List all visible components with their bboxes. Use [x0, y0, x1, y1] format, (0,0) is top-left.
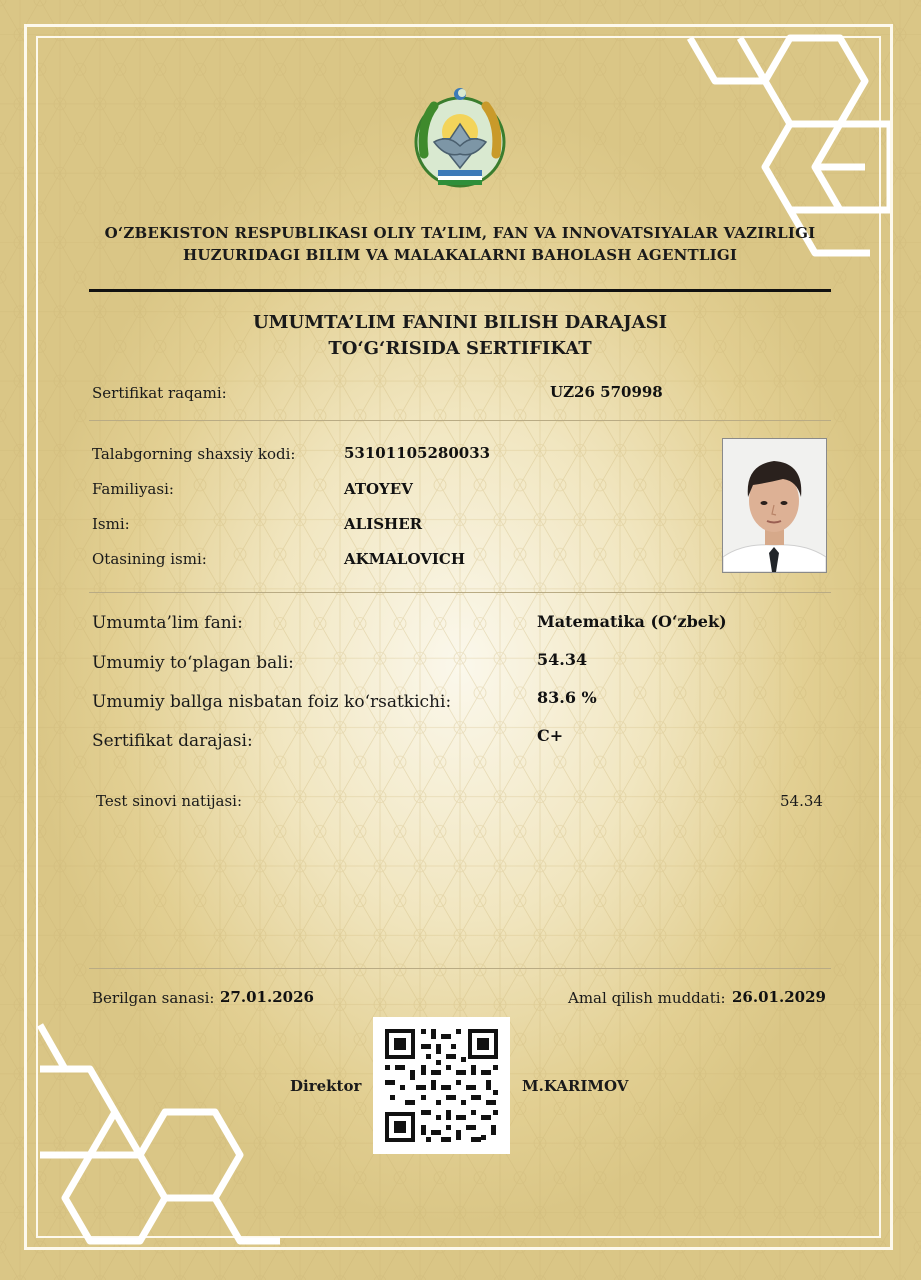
qr-code-icon[interactable] [373, 1017, 510, 1154]
personal-code-label: Talabgorning shaxsiy kodi: [92, 445, 296, 463]
header-divider [89, 289, 831, 292]
surname-label: Familiyasi: [92, 480, 174, 498]
percentage-value: 83.6 % [537, 688, 597, 707]
divider [89, 592, 831, 593]
valid-until-value: 26.01.2029 [732, 988, 826, 1006]
grade-label: Sertifikat darajasi: [92, 731, 253, 751]
certificate-title-line1: UMUMTA’LIM FANINI BILISH DARAJASI [252, 312, 668, 333]
corner-ornament-bottom-left [30, 1015, 290, 1255]
percentage-label: Umumiy ballga nisbatan foiz ko‘rsatkichi: [92, 692, 452, 712]
first-name-value: ALISHER [344, 515, 423, 533]
total-score-value: 54.34 [537, 650, 588, 669]
certificate-number-label: Sertifikat raqami: [92, 384, 227, 402]
valid-until-label: Amal qilish muddati: [568, 989, 726, 1007]
issue-date-label: Berilgan sanasi: [92, 989, 215, 1007]
first-name-label: Ismi: [92, 515, 130, 533]
subject-label: Umumta’lim fani: [92, 613, 243, 633]
state-emblem-icon [404, 84, 516, 196]
test-result-label: Test sinovi natijasi: [96, 792, 243, 810]
patronymic-label: Otasining ismi: [92, 550, 207, 568]
subject-value: Matematika (O‘zbek) [537, 612, 727, 631]
divider [89, 420, 831, 421]
surname-value: ATOYEV [344, 480, 413, 498]
agency-name-line1: O‘ZBEKISTON RESPUBLIKASI OLIY TA’LIM, FAN VA INNOVATSIYALAR VAZIRLIGI [104, 224, 816, 242]
total-score-label: Umumiy to‘plagan bali: [92, 653, 294, 673]
applicant-photo [722, 438, 827, 573]
patronymic-value: AKMALOVICH [344, 550, 466, 568]
test-result-value: 54.34 [780, 792, 823, 810]
certificate-title-line2: TO‘G‘RISIDA SERTIFIKAT [328, 338, 592, 359]
director-name: M.KARIMOV [522, 1077, 629, 1095]
personal-code-value: 53101105280033 [344, 444, 491, 462]
divider [89, 968, 831, 969]
director-title: Direktor [290, 1077, 362, 1095]
issue-date-value: 27.01.2026 [220, 988, 314, 1006]
agency-name-line2: HUZURIDAGI BILIM VA MALAKALARNI BAHOLASH AGENTLIGI [182, 246, 738, 264]
grade-value: C+ [537, 726, 564, 745]
certificate-number-value: UZ26 570998 [550, 383, 663, 401]
